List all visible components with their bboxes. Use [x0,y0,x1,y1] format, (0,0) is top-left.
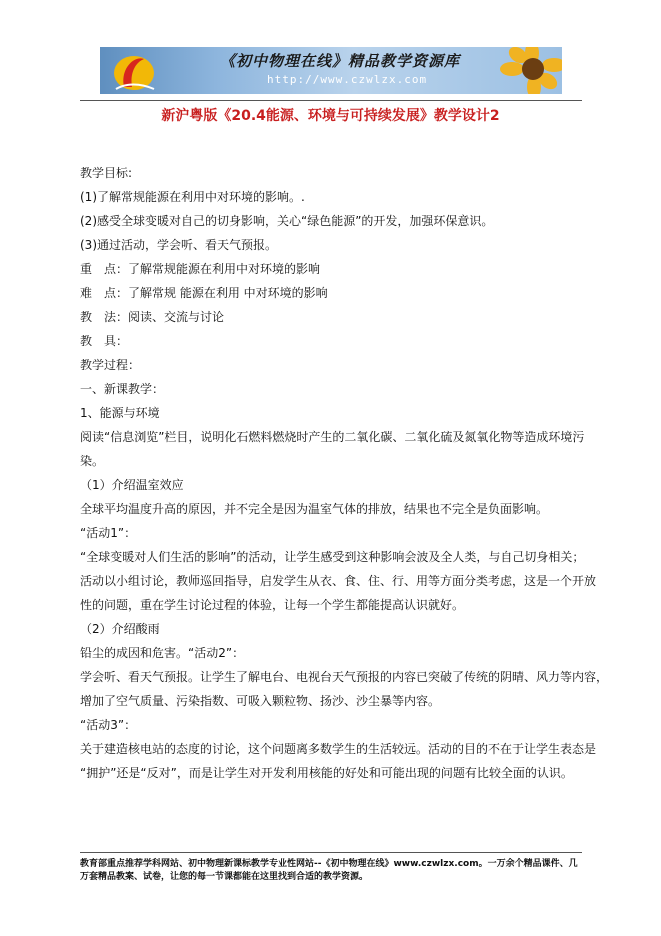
banner-title: 《初中物理在线》精品教学资源库 [220,52,461,70]
footer-note: 教育部重点推荐学科网站、初中物理新课标教学专业性网站--《初中物理在线》www.czwlzx.com。一万余个精品课件、几万套精品教案、试卷，让您的每一节课都能在这里找到合适的教学资源。 [80,859,578,882]
paragraph: 学会听、看天气预报。让学生了解电台、电视台天气预报的内容已突破了传统的阴晴、风力等内容， [80,670,609,684]
paragraph: 关于建造核电站的态度的讨论，这个问题离多数学生的生活较远。活动的目的不在于让学生表态是 [80,742,597,756]
document-body [80,166,609,790]
footer-divider [80,852,582,853]
paragraph: 教学过程： [80,358,141,372]
paragraph: (2)感受全球变暖对自己的切身影响，关心“绿色能源”的开发，加强环保意识。 [80,214,494,228]
paragraph: “活动1”： [80,526,137,540]
paragraph: “全球变暖对人们生活的影响”的活动，让学生感受到这种影响会波及全人类，与自己切身相关； [80,550,585,564]
paragraph: 1、能源与环境 [80,406,160,420]
paragraph: (3)通过活动，学会听、看天气预报。 [80,238,277,252]
paragraph: 铅尘的成因和危害。“活动2”： [80,646,245,660]
paragraph: 性的问题，重在学生讨论过程的体验，让每一个学生都能提高认识就好。 [80,598,465,612]
paragraph: 教 具： [80,334,129,348]
site-logo-icon [110,49,158,93]
paragraph: (1)了解常规能源在利用中对环境的影响。. [80,190,305,204]
header-divider [80,100,582,101]
paragraph: 染。 [80,454,105,468]
banner-url: http://www.czwlzx.com [267,73,428,86]
paragraph: 全球平均温度升高的原因，并不完全是因为温室气体的排放，结果也不完全是负面影响。 [80,502,549,516]
paragraph: 阅读“信息浏览”栏目，说明化石燃料燃烧时产生的二氧化碳、二氧化硫及氮氧化物等造成环境污 [80,430,585,444]
paragraph: （2）介绍酸雨 [80,622,160,636]
paragraph: 一、新课教学： [80,382,165,396]
header-banner [100,47,562,94]
paragraph: 重 点：了解常规能源在利用中对环境的影响 [80,262,321,276]
paragraph: 增加了空气质量、污染指数、可吸入颗粒物、扬沙、沙尘暴等内容。 [80,694,441,708]
paragraph: （1）介绍温室效应 [80,478,184,492]
paragraph: 教 法：阅读、交流与讨论 [80,310,225,324]
sunflower-icon [472,47,562,94]
paragraph: 活动以小组讨论，教师巡回指导，启发学生从衣、食、住、行、用等方面分类考虑，这是一个开放 [80,574,597,588]
paragraph: “拥护”还是“反对”，而是让学生对开发利用核能的好处和可能出现的问题有比较全面的认识。 [80,766,573,780]
page-title: 新沪粤版《20.4能源、环境与可持续发展》教学设计2 [161,108,500,124]
paragraph: 难 点：了解常规 能源在利用 中对环境的影响 [80,286,328,300]
paragraph: “活动3”： [80,718,137,732]
paragraph: 教学目标: [80,166,133,180]
